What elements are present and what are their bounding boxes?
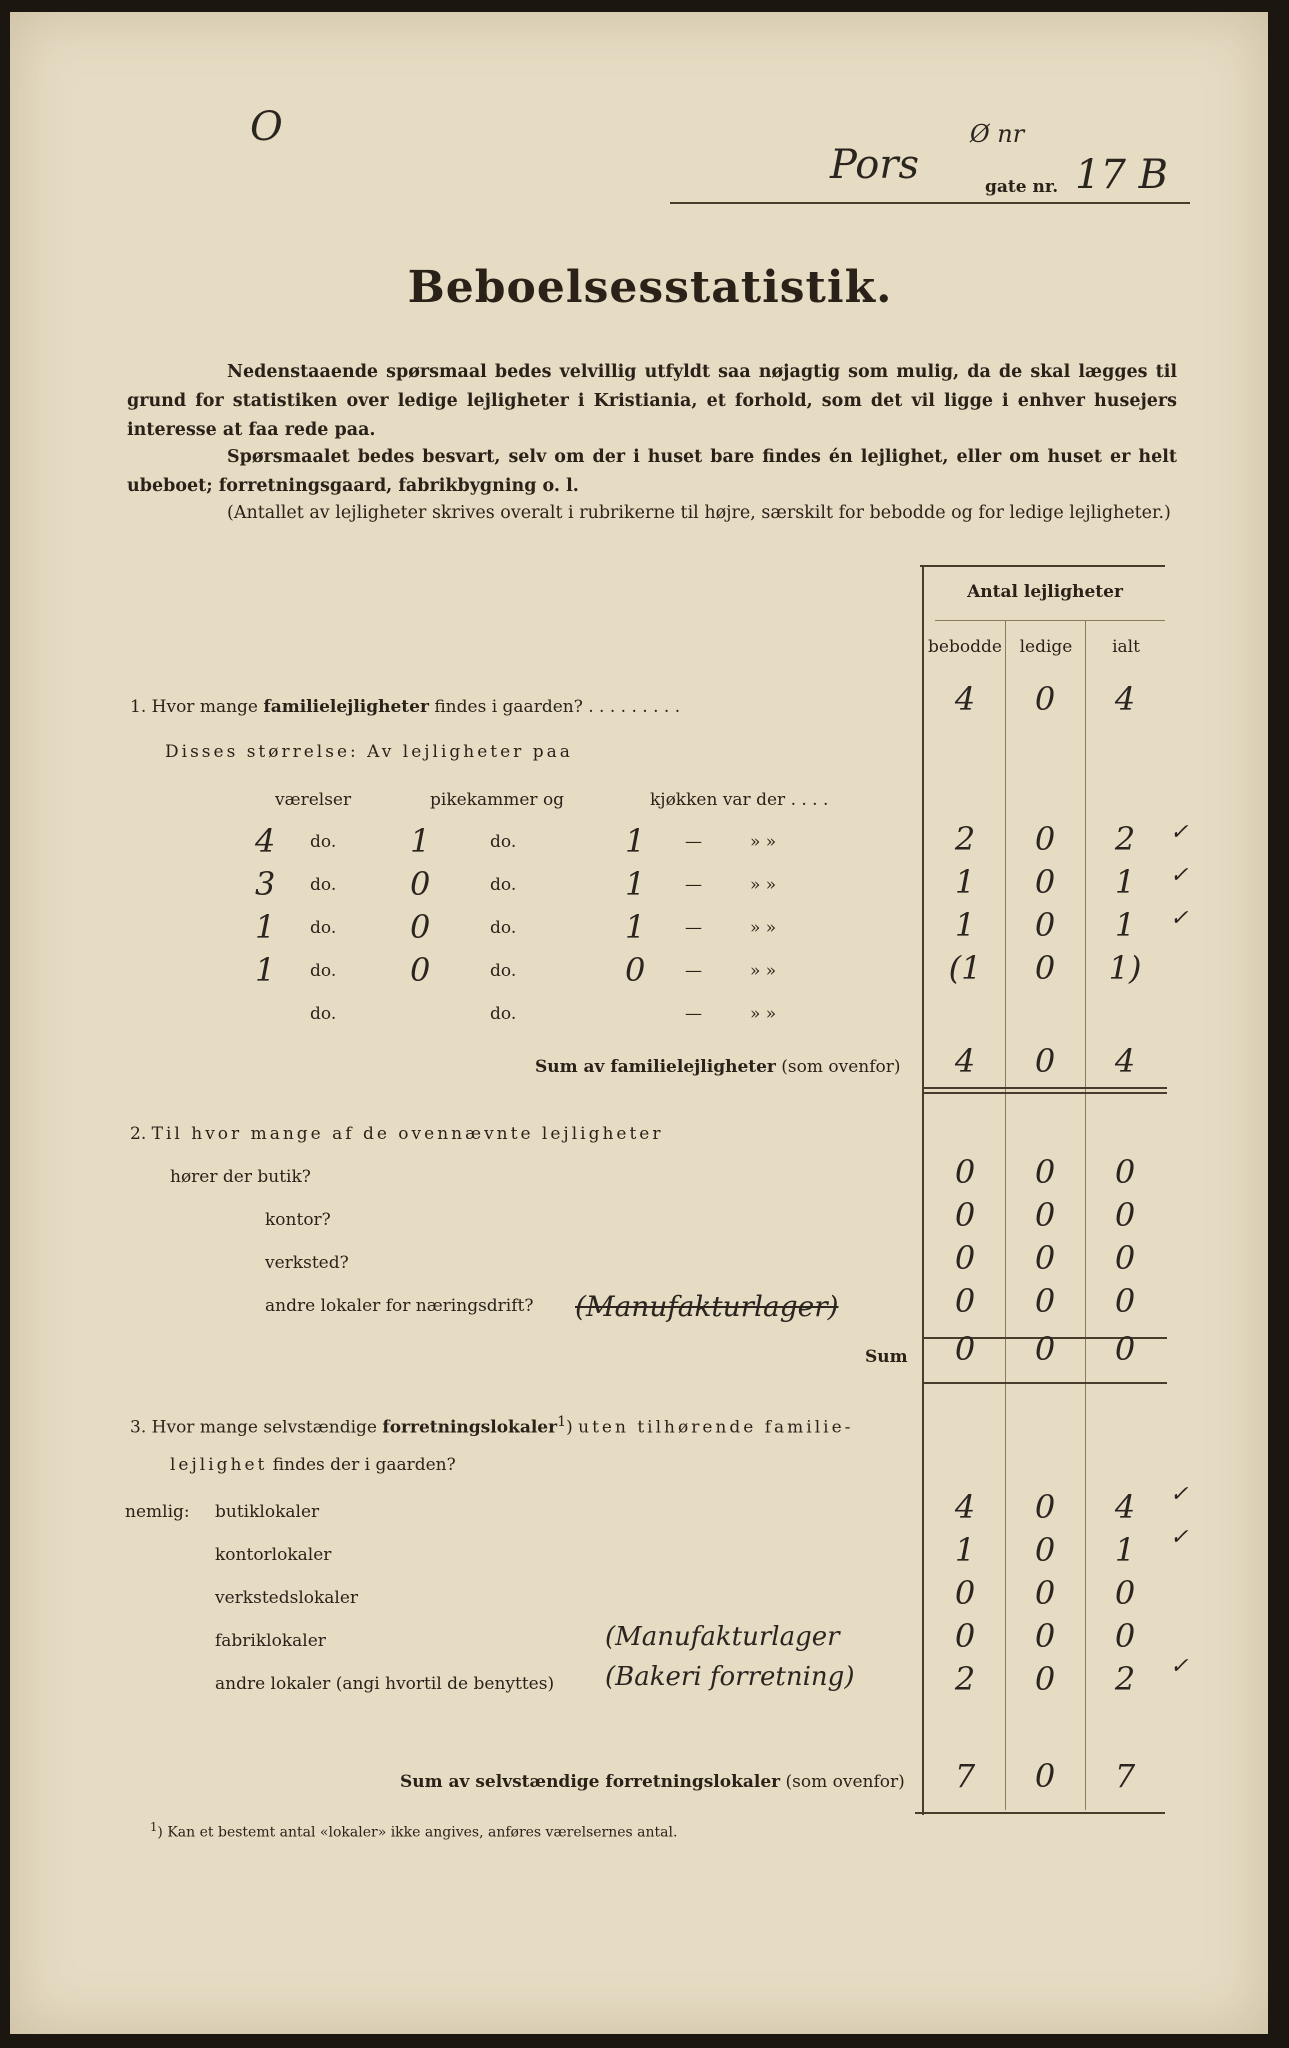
dash: — [685,1004,702,1024]
q3-note-2: (Bakeri forretning) [605,1662,855,1692]
size-value: 1 [1114,906,1136,944]
street-number: 17 B [1075,152,1169,198]
size-value: 1 [954,863,976,901]
ditto: » » [750,875,777,895]
do-label: do. [310,961,337,981]
q3-value: 1 [954,1531,976,1569]
intro-paragraph-1: Nedenstaaende spørsmaal bedes velvillig utfyldt saa nøjagtig som mulig, da de skal lægges til grund for statistiken over ledige lejligheter i Kristiania, et forhold, som det vil ligge i enhver husejers interesse at faa rede paa. [127,362,1177,440]
col-line-1 [922,565,924,1815]
size-value: 0 [1034,949,1056,987]
do-label: do. [490,832,517,852]
q2-value: 0 [1034,1153,1056,1191]
size-kitchen: 0 [625,951,646,989]
size-value: 0 [1034,863,1056,901]
ditto: » » [750,832,777,852]
sum3-line [915,1812,1165,1814]
q3-row-label: butiklokaler [215,1502,320,1522]
check-icon: ✓ [1170,863,1189,888]
size-rooms: 1 [255,951,276,989]
do-label: do. [310,875,337,895]
pikekammer-label: pikekammer og [430,790,565,810]
q2-value: 0 [954,1282,976,1320]
dash: — [685,918,702,938]
circle-mark: O [250,104,283,150]
sum3-label: Sum av selvstændige forretningslokaler (som ovenfor) [400,1772,905,1792]
sum2-line [922,1382,1167,1384]
size-rooms: 1 [255,908,276,946]
size-pike: 1 [410,822,431,860]
address-line [670,202,1190,204]
ditto: » » [750,961,777,981]
q3-value: 0 [1034,1574,1056,1612]
q3-value: 0 [1034,1488,1056,1526]
q3-value: 4 [1114,1488,1136,1526]
size-value: 0 [1034,820,1056,858]
check-icon: ✓ [1170,1654,1189,1679]
do-label: do. [310,1004,337,1024]
size-value: 0 [1034,906,1056,944]
size-kitchen: 1 [625,822,646,860]
q2-row-label: hører der butik? [170,1167,311,1187]
q3-row-label: kontorlokaler [215,1545,332,1565]
q3-value: 0 [1114,1574,1136,1612]
size-value: 2 [1114,820,1136,858]
do-label: do. [490,961,517,981]
q3-value: 0 [1114,1617,1136,1655]
q2-value: 0 [1114,1282,1136,1320]
nemlig-label: nemlig: [125,1502,190,1522]
disses-label: Disses størrelse: Av lejligheter paa [165,742,573,762]
sum1-ledige: 0 [1034,1042,1056,1080]
sum2-bebodde: 0 [954,1330,976,1368]
size-pike: 0 [410,908,431,946]
q2-value: 0 [954,1153,976,1191]
sum1-bebodde: 4 [954,1042,976,1080]
ditto: » » [750,918,777,938]
q1-ialt: 4 [1114,680,1136,718]
q2-row-label: kontor? [265,1210,331,1230]
street-name: Pors [830,142,920,188]
q3-note-1: (Manufakturlager [605,1622,840,1652]
size-rooms: 3 [255,865,276,903]
size-kitchen: 1 [625,908,646,946]
sum1-top-line [922,1087,1167,1089]
check-icon: ✓ [1170,820,1189,845]
q3-value: 1 [1114,1531,1136,1569]
dash: — [685,875,702,895]
col-ialt: ialt [1112,637,1140,657]
q2-value: 0 [1114,1153,1136,1191]
q3-value: 0 [1034,1531,1056,1569]
q2-value: 0 [1034,1196,1056,1234]
header-rule [935,620,1165,621]
q1-text: 1. Hvor mange familielejligheter findes i gaarden? . . . . . . . . . [130,697,681,717]
q2-row-label: verksted? [265,1253,349,1273]
dash: — [685,832,702,852]
dash: — [685,961,702,981]
q2-value: 0 [954,1196,976,1234]
size-value: 1 [954,906,976,944]
size-pike: 0 [410,951,431,989]
q3-value: 0 [1034,1617,1056,1655]
size-pike: 0 [410,865,431,903]
col-line-2 [1005,620,1006,1810]
q3-value: 0 [954,1617,976,1655]
check-icon: ✓ [1170,906,1189,931]
q2-value: 0 [1034,1239,1056,1277]
col-bebodde: bebodde [928,637,1002,657]
sum3-ialt: 7 [1114,1757,1136,1795]
q3-row-label: andre lokaler (angi hvortil de benyttes) [215,1674,555,1694]
q1-bebodde: 4 [954,680,976,718]
q2-text: 2. Til hvor mange af de ovennævnte lejligheter [130,1124,664,1144]
sum1-ialt: 4 [1114,1042,1136,1080]
sum1-line [922,1092,1167,1094]
size-value: 1 [1114,863,1136,901]
q2-row-label: andre lokaler for næringsdrift? [265,1296,534,1316]
col-ledige: ledige [1019,637,1073,657]
footnote: $^1$) Kan et bestemt antal «lokaler» ikke angives, anføres værelsernes antal. [150,1820,678,1841]
antal-header: Antal lejligheter [967,582,1123,602]
q2-crossed-note: (Manufakturlager) [575,1290,839,1323]
q3-value: 2 [1114,1660,1136,1698]
size-rooms: 4 [255,822,276,860]
kjokken-label: kjøkken var der . . . . [650,790,829,810]
size-value: (1 [948,949,982,987]
size-kitchen: 1 [625,865,646,903]
gate-nr-label: gate nr. [985,177,1059,197]
q3-value: 2 [954,1660,976,1698]
do-label: do. [490,875,517,895]
q3-value: 0 [1034,1660,1056,1698]
q3-value: 4 [954,1488,976,1526]
q3-value: 0 [954,1574,976,1612]
do-label: do. [490,918,517,938]
sum1-label: Sum av familielejligheter (som ovenfor) [535,1057,901,1077]
sum3-bebodde: 7 [954,1757,976,1795]
page-title: Beboelsesstatistik. [407,262,893,313]
ditto: » » [750,1004,777,1024]
check-icon: ✓ [1170,1525,1189,1550]
form-page [10,12,1268,2034]
q2-value: 0 [1034,1282,1056,1320]
q1-ledige: 0 [1034,680,1056,718]
check-icon: ✓ [1170,1482,1189,1507]
sum2-ialt: 0 [1114,1330,1136,1368]
size-value: 2 [954,820,976,858]
q2-value: 0 [1114,1196,1136,1234]
nr-label: Ø nr [970,120,1025,148]
header-top-line [920,565,1165,567]
do-label: do. [310,918,337,938]
sum2-label: Sum [865,1347,908,1367]
vaerelser-label: værelser [275,790,352,810]
do-label: do. [310,832,337,852]
q3-text: 3. Hvor mange selvstændige forretningslokaler$^1$) uten tilhørende familie- [130,1414,854,1438]
intro-paragraph-2: Spørsmaalet bedes besvart, selv om der i huset bare findes én lejlighet, eller om huset er helt ubeboet; forretningsgaard, fabrikbygning o. l. [127,447,1177,496]
size-value: 1) [1108,949,1142,987]
q3-text-2: lejlighet findes der i gaarden? [170,1455,456,1475]
col-line-3 [1085,620,1086,1810]
intro-paragraph-3: (Antallet av lejligheter skrives overalt i rubrikerne til højre, særskilt for bebodde og for ledige lejligheter.) [227,503,1171,523]
sum2-ledige: 0 [1034,1330,1056,1368]
q3-row-label: verkstedslokaler [215,1588,359,1608]
sum3-ledige: 0 [1034,1757,1056,1795]
q2-value: 0 [1114,1239,1136,1277]
q3-row-label: fabriklokaler [215,1631,326,1651]
q2-value: 0 [954,1239,976,1277]
do-label: do. [490,1004,517,1024]
